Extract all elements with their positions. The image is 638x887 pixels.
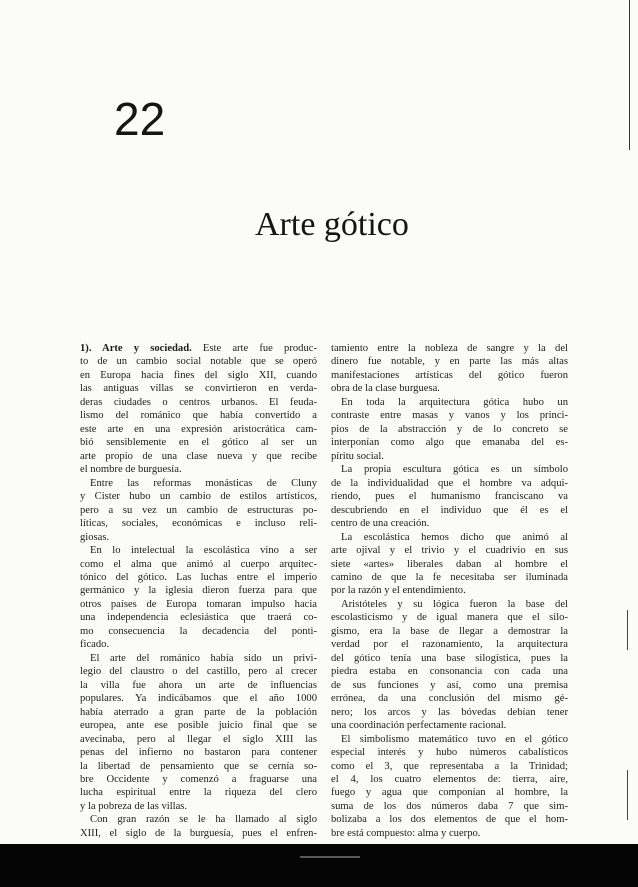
text-line: Con gran razón se le ha llamado al siglo — [90, 814, 317, 826]
text-line: bió sensiblemente en el gótico al ser un — [80, 437, 317, 449]
text-line: la villa fue ahora un arte de influencias — [80, 679, 317, 691]
text-line: especial interés y hubo números cabalísticos — [331, 747, 568, 759]
text-line: errónea, da una conclusión del mismo gé- — [331, 693, 568, 705]
left-text-column — [80, 342, 317, 840]
scan-artifact — [300, 856, 360, 858]
text-line: manifestaciones artísticas del gótico fueron — [331, 369, 568, 381]
text-line: Entre las reformas monásticas de Cluny — [90, 477, 317, 489]
text-line: escolasticismo y de igual manera que el silo- — [331, 612, 568, 624]
text-line: pios de la abstracción y de lo concreto se — [331, 423, 568, 435]
text-line: XIII, el siglo de la burguesía, pues el enfren- — [80, 827, 317, 839]
text-line: siete «artes» liberales daban al hombre el — [331, 558, 568, 570]
text-line: y Cister hubo un cambio de estilos artísticos, — [80, 491, 317, 503]
text-line: tamiento entre la nobleza de sangre y la del — [331, 343, 568, 354]
text-line: obra de la clase burguesa. — [331, 383, 440, 395]
text-line: mo consecuencia la decadencia del ponti- — [80, 625, 317, 637]
text-line: to de un cambio social notable que se operó — [80, 356, 317, 368]
text-line: verdad por el razonamiento, la arquitectura — [331, 639, 568, 651]
section-heading: 1). Arte y sociedad. — [80, 343, 192, 354]
text-line: nero; los arcos y las bóvedas debían tener — [331, 706, 568, 718]
text-line: del gótico tenía una base silogística, pues la — [331, 652, 568, 664]
text-line: populares. Ya indicábamos que el año 1000 — [80, 693, 317, 705]
chapter-number: 22 — [114, 93, 166, 145]
text-line: las antiguas villas se convirtieron en verda- — [80, 383, 317, 395]
text-line: centro de una creación. — [331, 518, 430, 530]
text-line: el 4, los cuatro elementos de: tierra, aire, — [331, 774, 568, 785]
text-line: gismo, era la base de llegar a demostrar la — [331, 625, 568, 637]
text-line: legio del claustro o del castillo, pero al crecer — [80, 666, 317, 678]
text-line: en Europa hacia fines del siglo XII, cuando — [80, 369, 317, 381]
text-line: lucha espiritual entre la riqueza del clero — [80, 787, 317, 799]
text-line: píritu social. — [331, 450, 384, 462]
text-line: interponían como algo que emanaba del es- — [331, 437, 568, 449]
text-line: En lo intelectual la escolástica vino a ser — [90, 545, 317, 557]
text-line: riendo, pues el humanismo franciscano va — [331, 491, 568, 503]
text-line: deras ciudades o centros urbanos. El feuda- — [80, 396, 317, 408]
text-line: una coordinación perfectamente racional. — [331, 720, 507, 732]
text-line: La propia escultura gótica es un símbolo — [341, 464, 568, 476]
text-line: este arte en una expresión aristocrática cam- — [80, 423, 317, 435]
text-line: penas del infierno no bastaron para contener — [80, 747, 317, 759]
text-line: bolizaba a los dos elementos de que el hom- — [331, 814, 568, 826]
text-line: pero a su vez un cambio de estructuras po- — [80, 504, 317, 516]
scan-bottom-band — [0, 844, 638, 887]
text-line: piedra estaba en consonancia con cada una — [331, 666, 568, 678]
text-line: europea, ante ese posible juicio final que se — [80, 720, 317, 732]
text-line: En toda la arquitectura gótica hubo un — [341, 396, 568, 408]
text-line: el nombre de burguesía. — [80, 464, 182, 476]
text-line: dinero fue notable, y en parte las más altas — [331, 356, 568, 368]
text-line: giosas. — [80, 531, 110, 543]
scan-edge-mark — [627, 770, 628, 820]
scan-edge-mark — [627, 610, 628, 650]
text-line: El simbolismo matemático tuvo en el gótico — [341, 733, 568, 745]
text-line: había aterrado a gran parte de la población — [80, 706, 317, 718]
text-line: una independencia eclesiástica que traerá co- — [80, 612, 317, 624]
text-line: líticas, sociales, económicas e incluso reli- — [80, 518, 317, 530]
text-line: como el alma que animó al cuerpo arquitec- — [80, 558, 317, 570]
text-line: arte propio de una clase nueva y que recibe — [80, 450, 317, 462]
text-line: La escolástica hemos dicho que animó al — [341, 531, 568, 543]
text-line: por la razón y el entendimiento. — [331, 585, 466, 597]
text-line: avecinaba, pero al llegar el siglo XIII las — [80, 733, 317, 745]
text-line: bre está compuesto: alma y cuerpo. — [331, 827, 481, 839]
text-line: y la pobreza de las villas. — [80, 800, 188, 812]
text-line: El arte del románico había sido un privi- — [90, 652, 317, 664]
text-line: arte ojival y el trivio y el cuadrivio en sus — [331, 545, 568, 557]
text-line: la libertad de pensamiento que se cernía so- — [80, 760, 317, 772]
text-line: como el 3, que representaba a la Trinidad; — [331, 760, 568, 772]
text-line: fuego y agua que componían al hombre, la — [331, 787, 568, 799]
text-line: bre Occidente y comenzó a fraguarse una — [80, 774, 317, 785]
text-line: contraste entre masas y vanos y los princi- — [331, 410, 568, 422]
text-line: lismo del románico que había convertido a — [80, 410, 317, 422]
text-line: ficado. — [80, 639, 110, 651]
text-line: tónico del gótico. Las luchas entre el imperio — [80, 571, 317, 583]
text-line: Aristóteles y su lógica fueron la base del — [341, 598, 568, 610]
text-line: de la individualidad que el hombre va adqui- — [331, 477, 568, 489]
text-line: 1). Arte y sociedad. Este arte fue produc- — [80, 343, 317, 354]
text-line: descubriendo en el individuo que él es el — [331, 504, 568, 516]
text-line: de sus funciones y así, como una premisa — [331, 679, 568, 691]
text-line: camino de que la fe necesitaba ser iluminada — [331, 571, 568, 583]
right-text-column — [331, 342, 568, 840]
text-line: otros países de Europa tomaran impulso hacia — [80, 598, 317, 610]
scan-edge-line — [629, 0, 630, 150]
text-line: suma de los dos números daba 7 que sim- — [331, 800, 568, 812]
text-line: germánico y la iglesia dieron fuerza para que — [80, 585, 317, 597]
chapter-title: Arte gótico — [255, 206, 409, 243]
